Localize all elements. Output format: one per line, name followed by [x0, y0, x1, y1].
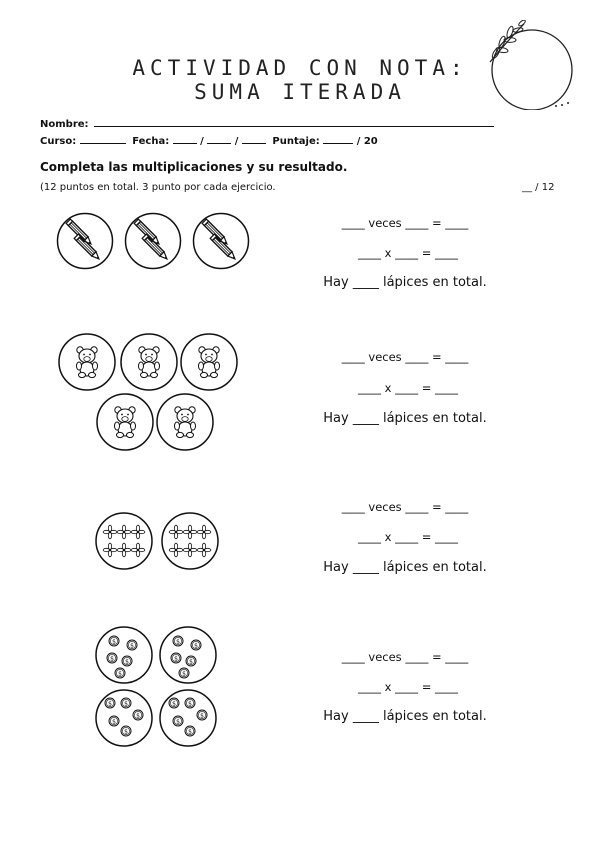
- puntaje-field[interactable]: [323, 134, 353, 144]
- teddy-bear-icon: [139, 347, 160, 378]
- coin-icon: [173, 716, 183, 726]
- flower-groups: [92, 508, 222, 574]
- group-circle: [96, 513, 152, 569]
- equation-multiplication: ____ x ____ = ____: [357, 680, 459, 694]
- coin-icon: [121, 698, 131, 708]
- fecha-day-field[interactable]: [173, 134, 197, 144]
- group-circle: [126, 214, 181, 269]
- equation-veces: ____ veces ____ = ____: [341, 650, 469, 664]
- pencil-groups: [55, 209, 260, 274]
- instructions-title: Completa las multiplicaciones y su resultado.: [40, 160, 348, 174]
- equation-veces: ____ veces ____ = ____: [341, 216, 469, 230]
- equation-total: Hay ____ lápices en total.: [323, 411, 487, 426]
- group-circle: [162, 513, 218, 569]
- coin-icon: [173, 636, 183, 646]
- group-circle: [181, 334, 237, 390]
- group-circle: [157, 394, 213, 450]
- instructions-subtitle: (12 puntos en total. 3 punto por cada ejercicio.: [40, 182, 276, 193]
- equation-total: Hay ____ lápices en total.: [323, 275, 487, 290]
- equation-multiplication: ____ x ____ = ____: [357, 381, 459, 395]
- group-circle: [96, 690, 152, 746]
- coin-icon: [191, 640, 201, 650]
- group-circle: [58, 214, 113, 269]
- fecha-year-field[interactable]: [242, 134, 266, 144]
- puntaje-label: Puntaje:: [272, 136, 320, 147]
- teddy-bear-icon: [115, 407, 136, 438]
- teddy-bear-icon: [199, 347, 220, 378]
- coin-icon: [179, 668, 189, 678]
- curso-field[interactable]: [80, 134, 126, 144]
- coin-icon: [171, 653, 181, 663]
- fecha-month-field[interactable]: [207, 134, 231, 144]
- equation-multiplication: ____ x ____ = ____: [357, 530, 459, 544]
- page-title: ACTIVIDAD CON NOTA:: [132, 56, 468, 80]
- coin-icon: [185, 698, 195, 708]
- coin-icon: [109, 716, 119, 726]
- nombre-row: [40, 117, 494, 130]
- coin-icon: [115, 668, 125, 678]
- bear-groups: [55, 330, 245, 460]
- nombre-label: Nombre:: [40, 119, 89, 130]
- coin-icon: [197, 710, 207, 720]
- coin-icon: [133, 710, 143, 720]
- curso-label: Curso:: [40, 136, 77, 147]
- coin-icon: [186, 656, 196, 666]
- total-score: __ / 12: [522, 182, 555, 193]
- curso-row: [40, 134, 378, 147]
- group-circle: [194, 214, 249, 269]
- coin-icon: [185, 726, 195, 736]
- coin-icon: [122, 656, 132, 666]
- equation-veces: ____ veces ____ = ____: [341, 500, 469, 514]
- equation-multiplication: ____ x ____ = ____: [357, 246, 459, 260]
- coin-icon: [107, 653, 117, 663]
- nombre-field[interactable]: [94, 117, 494, 127]
- teddy-bear-icon: [77, 347, 98, 378]
- group-circle: [160, 627, 216, 683]
- puntaje-total: / 20: [356, 136, 378, 147]
- coin-icon: [105, 698, 115, 708]
- coin-icon: [121, 726, 131, 736]
- group-circle: [160, 690, 216, 746]
- equation-veces: ____ veces ____ = ____: [341, 350, 469, 364]
- page-subtitle: SUMA ITERADA: [194, 80, 406, 104]
- group-circle: [96, 627, 152, 683]
- coin-icon: [169, 698, 179, 708]
- fecha-slash: /: [200, 136, 204, 147]
- teddy-bear-icon: [175, 407, 196, 438]
- group-circle: [121, 334, 177, 390]
- group-circle: [97, 394, 153, 450]
- coin-groups: [92, 625, 222, 750]
- coin-icon: [109, 636, 119, 646]
- fecha-slash: /: [234, 136, 239, 147]
- fecha-label: Fecha:: [132, 136, 170, 147]
- group-circle: [59, 334, 115, 390]
- coin-icon: [127, 640, 137, 650]
- equation-total: Hay ____ lápices en total.: [323, 560, 487, 575]
- equation-total: Hay ____ lápices en total.: [323, 709, 487, 724]
